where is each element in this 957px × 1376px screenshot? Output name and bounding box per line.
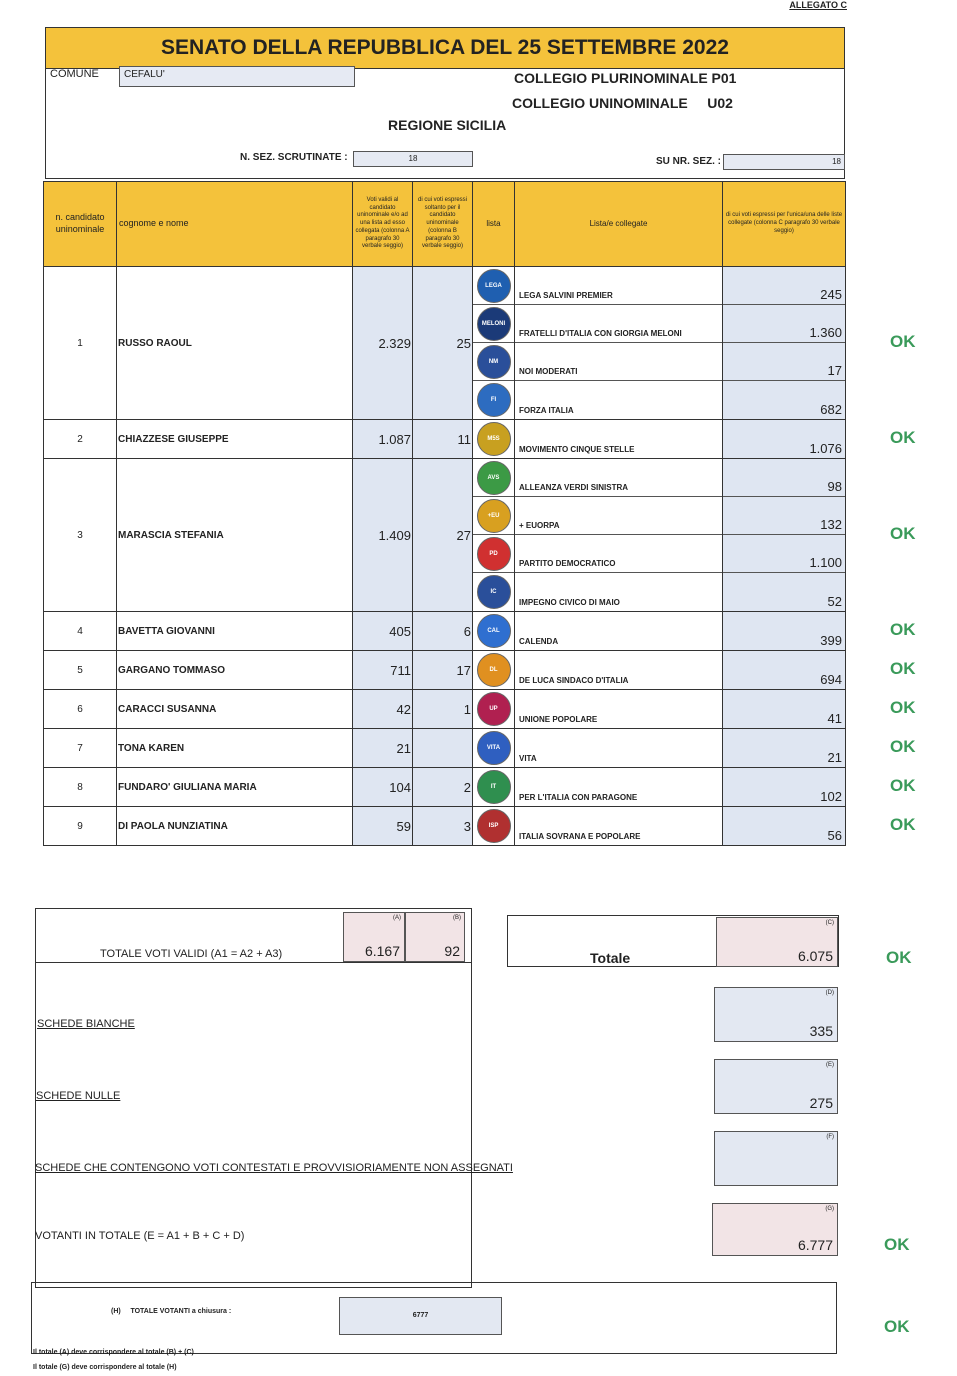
candidate-number: 2 bbox=[44, 420, 117, 459]
note-2: Il totale (G) deve corrispondere al totale (H) bbox=[33, 1364, 177, 1371]
party-logo-icon: M5S bbox=[477, 422, 511, 456]
list-logos bbox=[473, 459, 515, 612]
regione-label: REGIONE SICILIA bbox=[388, 117, 507, 133]
list-names bbox=[515, 267, 723, 420]
list-names bbox=[515, 768, 723, 807]
candidate-votes-b bbox=[413, 729, 473, 768]
candidate-number: 9 bbox=[44, 807, 117, 846]
candidate-name: RUSSO RAOUL bbox=[117, 267, 353, 420]
total-b-cell: (B) 92 bbox=[405, 912, 465, 962]
table-row bbox=[44, 267, 846, 420]
list-logos bbox=[473, 768, 515, 807]
candidate-votes-b: 17 bbox=[413, 651, 473, 690]
list-name: LEGA SALVINI PREMIER bbox=[515, 267, 722, 305]
candidate-votes-b: 6 bbox=[413, 612, 473, 651]
col-voti-validi: Voti validi al candidato uninominale e/o ad una lista ad esso collegata (colonna A paragrafo 30 verbale seggio) bbox=[353, 182, 413, 267]
list-name: NOI MODERATI bbox=[515, 343, 722, 381]
list-votes-value: 682 bbox=[723, 381, 845, 419]
total-a-cell: (A) 6.167 bbox=[343, 912, 405, 962]
list-names bbox=[515, 807, 723, 846]
candidate-number: 8 bbox=[44, 768, 117, 807]
candidate-name: MARASCIA STEFANIA bbox=[117, 459, 353, 612]
list-name: + EUORPA bbox=[515, 497, 722, 535]
schede-nulle-label: SCHEDE NULLE bbox=[36, 1090, 121, 1102]
row-ok-mark: OK bbox=[890, 428, 916, 447]
row-ok-mark: OK bbox=[890, 815, 916, 834]
party-logo-icon: DL bbox=[477, 653, 511, 687]
chiusura-field[interactable]: 6777 bbox=[339, 1297, 502, 1335]
list-name: PARTITO DEMOCRATICO bbox=[515, 535, 722, 573]
party-logo-icon: CAL bbox=[477, 614, 511, 648]
list-name: FORZA ITALIA bbox=[519, 406, 574, 415]
table-row bbox=[44, 729, 846, 768]
candidate-number: 1 bbox=[44, 267, 117, 420]
list-votes bbox=[723, 690, 846, 729]
table-row bbox=[44, 459, 846, 612]
candidate-votes-a: 21 bbox=[353, 729, 413, 768]
candidate-number: 4 bbox=[44, 612, 117, 651]
list-votes-value: 1.100 bbox=[723, 535, 845, 573]
total-f-cell: (F) bbox=[714, 1131, 838, 1186]
list-votes-value: 56 bbox=[723, 807, 845, 845]
comune-label: COMUNE bbox=[50, 68, 99, 80]
party-logo-icon: FI bbox=[477, 383, 511, 417]
row-ok-mark: OK bbox=[890, 332, 916, 351]
candidate-name: CARACCI SUSANNA bbox=[117, 690, 353, 729]
col-liste-collegate: Lista/e collegate bbox=[515, 182, 723, 267]
total-c-cell: (C) 6.075 bbox=[716, 917, 838, 967]
candidate-votes-a: 405 bbox=[353, 612, 413, 651]
party-logo-icon: NM bbox=[477, 345, 511, 379]
list-logos bbox=[473, 267, 515, 420]
list-votes-value: 245 bbox=[723, 267, 845, 305]
candidate-votes-a: 59 bbox=[353, 807, 413, 846]
sez-scrutinate-field[interactable]: 18 bbox=[353, 151, 473, 167]
list-votes-value: 102 bbox=[723, 768, 845, 806]
list-logos bbox=[473, 690, 515, 729]
list-names bbox=[515, 729, 723, 768]
list-names bbox=[515, 459, 723, 612]
list-votes-value: 17 bbox=[723, 343, 845, 381]
col-voti-liste: di cui voti espressi per l'unica/una delle liste collegate (colonna C paragrafo 30 verbale seggio) bbox=[723, 182, 846, 267]
party-logo-icon: LEGA bbox=[477, 269, 511, 303]
row-ok-mark: OK bbox=[890, 620, 916, 639]
votanti-ok: OK bbox=[884, 1235, 910, 1254]
candidate-votes-a: 1.087 bbox=[353, 420, 413, 459]
candidate-name: TONA KAREN bbox=[117, 729, 353, 768]
list-logos bbox=[473, 612, 515, 651]
candidate-name: BAVETTA GIOVANNI bbox=[117, 612, 353, 651]
candidate-name: DI PAOLA NUNZIATINA bbox=[117, 807, 353, 846]
list-name: MOVIMENTO CINQUE STELLE bbox=[519, 445, 635, 454]
list-logos bbox=[473, 807, 515, 846]
candidate-votes-a: 104 bbox=[353, 768, 413, 807]
chiusura-ok: OK bbox=[884, 1317, 910, 1336]
table-row bbox=[44, 690, 846, 729]
candidate-votes-b: 25 bbox=[413, 267, 473, 420]
candidate-name: FUNDARO' GIULIANA MARIA bbox=[117, 768, 353, 807]
candidate-votes-b: 27 bbox=[413, 459, 473, 612]
schede-bianche-label: SCHEDE BIANCHE bbox=[37, 1018, 135, 1030]
list-name: CALENDA bbox=[519, 637, 559, 646]
party-logo-icon: +EU bbox=[477, 499, 511, 533]
row-ok-mark: OK bbox=[890, 737, 916, 756]
list-logos bbox=[473, 729, 515, 768]
su-nr-sez-label: SU NR. SEZ. : bbox=[656, 156, 722, 167]
party-logo-icon: IT bbox=[477, 770, 511, 804]
header-panel bbox=[45, 27, 845, 179]
list-votes-value: 98 bbox=[723, 459, 845, 497]
list-votes bbox=[723, 807, 846, 846]
list-logos bbox=[473, 420, 515, 459]
col-n-candidato: n. candidato uninominale bbox=[44, 182, 117, 267]
list-votes-value: 1.360 bbox=[723, 305, 845, 343]
candidate-number: 7 bbox=[44, 729, 117, 768]
note-1: Il totale (A) deve corrispondere al totale (B) + (C) bbox=[33, 1349, 194, 1356]
list-name: ITALIA SOVRANA E POPOLARE bbox=[519, 832, 641, 841]
candidate-votes-b: 11 bbox=[413, 420, 473, 459]
list-votes-value: 41 bbox=[723, 690, 845, 728]
list-names bbox=[515, 420, 723, 459]
list-names bbox=[515, 690, 723, 729]
total-c-ok: OK bbox=[886, 948, 912, 967]
schede-contestati-label: SCHEDE CHE CONTENGONO VOTI CONTESTATI E PROVVISIORIAMENTE NON ASSEGNATI bbox=[35, 1162, 513, 1174]
sez-scrutinate-label: N. SEZ. SCRUTINATE : bbox=[240, 152, 348, 163]
list-logos bbox=[473, 651, 515, 690]
candidate-name: GARGANO TOMMASO bbox=[117, 651, 353, 690]
su-nr-sez-field[interactable]: 18 bbox=[723, 154, 845, 170]
table-row bbox=[44, 768, 846, 807]
results-table bbox=[43, 181, 846, 846]
list-names bbox=[515, 612, 723, 651]
page-title: SENATO DELLA REPUBBLICA DEL 25 SETTEMBRE 2022 bbox=[46, 28, 844, 69]
chiusura-label: (H) TOTALE VOTANTI a chiusura : bbox=[111, 1308, 232, 1315]
list-name: FRATELLI D'ITALIA CON GIORGIA MELONI bbox=[515, 305, 722, 343]
list-votes bbox=[723, 729, 846, 768]
candidate-votes-b: 2 bbox=[413, 768, 473, 807]
candidate-name: CHIAZZESE GIUSEPPE bbox=[117, 420, 353, 459]
collegio-plurinominale: COLLEGIO PLURINOMINALE P01 bbox=[514, 70, 737, 86]
row-ok-mark: OK bbox=[890, 698, 916, 717]
candidate-number: 3 bbox=[44, 459, 117, 612]
candidate-votes-b: 3 bbox=[413, 807, 473, 846]
row-ok-mark: OK bbox=[890, 659, 916, 678]
list-name: DE LUCA SINDACO D'ITALIA bbox=[519, 676, 629, 685]
list-votes-value: 52 bbox=[723, 573, 845, 611]
list-names bbox=[515, 651, 723, 690]
candidate-votes-a: 2.329 bbox=[353, 267, 413, 420]
party-logo-icon: VITA bbox=[477, 731, 511, 765]
row-ok-mark: OK bbox=[890, 776, 916, 795]
totale-voti-validi-label: TOTALE VOTI VALIDI (A1 = A2 + A3) bbox=[100, 948, 283, 960]
list-name: IMPEGNO CIVICO DI MAIO bbox=[519, 598, 620, 607]
table-row bbox=[44, 807, 846, 846]
total-e-cell: (E) 275 bbox=[714, 1059, 838, 1114]
candidate-votes-a: 1.409 bbox=[353, 459, 413, 612]
list-name: VITA bbox=[519, 754, 537, 763]
table-row bbox=[44, 420, 846, 459]
comune-field[interactable]: CEFALU' bbox=[119, 66, 355, 87]
party-logo-icon: ISP bbox=[477, 809, 511, 843]
list-votes bbox=[723, 267, 846, 420]
list-votes-value: 694 bbox=[723, 651, 845, 689]
party-logo-icon: UP bbox=[477, 692, 511, 726]
party-logo-icon: IC bbox=[477, 575, 511, 609]
total-g-cell: (G) 6.777 bbox=[712, 1203, 838, 1256]
list-votes bbox=[723, 651, 846, 690]
col-voti-solo-candidato: di cui voti espressi soltanto per il candidato uninominale (colonna B paragrafo 30 verbale seggio) bbox=[413, 182, 473, 267]
list-votes bbox=[723, 612, 846, 651]
party-logo-icon: MELONI bbox=[477, 307, 511, 341]
col-lista: lista bbox=[473, 182, 515, 267]
list-name: UNIONE POPOLARE bbox=[519, 715, 598, 724]
collegio-uninominale: COLLEGIO UNINOMINALE U02 bbox=[512, 95, 733, 111]
table-row bbox=[44, 651, 846, 690]
allegato-label: ALLEGATO C bbox=[789, 0, 847, 10]
votanti-totale-label: VOTANTI IN TOTALE (E = A1 + B + C + D) bbox=[35, 1230, 245, 1242]
totale-label: Totale bbox=[590, 950, 631, 966]
table-row bbox=[44, 612, 846, 651]
list-name: ALLEANZA VERDI SINISTRA bbox=[515, 459, 722, 497]
list-votes-value: 1.076 bbox=[723, 420, 845, 458]
party-logo-icon: AVS bbox=[477, 461, 511, 495]
list-votes-value: 399 bbox=[723, 612, 845, 650]
col-cognome-nome: cognome e nome bbox=[117, 182, 353, 267]
list-votes bbox=[723, 420, 846, 459]
candidate-number: 5 bbox=[44, 651, 117, 690]
party-logo-icon: PD bbox=[477, 537, 511, 571]
list-name: PER L'ITALIA CON PARAGONE bbox=[519, 793, 638, 802]
list-votes bbox=[723, 768, 846, 807]
list-votes-value: 132 bbox=[723, 497, 845, 535]
total-d-cell: (D) 335 bbox=[714, 987, 838, 1042]
candidate-votes-b: 1 bbox=[413, 690, 473, 729]
candidate-votes-a: 711 bbox=[353, 651, 413, 690]
row-ok-mark: OK bbox=[890, 524, 916, 543]
list-votes-value: 21 bbox=[723, 729, 845, 767]
candidate-votes-a: 42 bbox=[353, 690, 413, 729]
candidate-number: 6 bbox=[44, 690, 117, 729]
list-votes bbox=[723, 459, 846, 612]
